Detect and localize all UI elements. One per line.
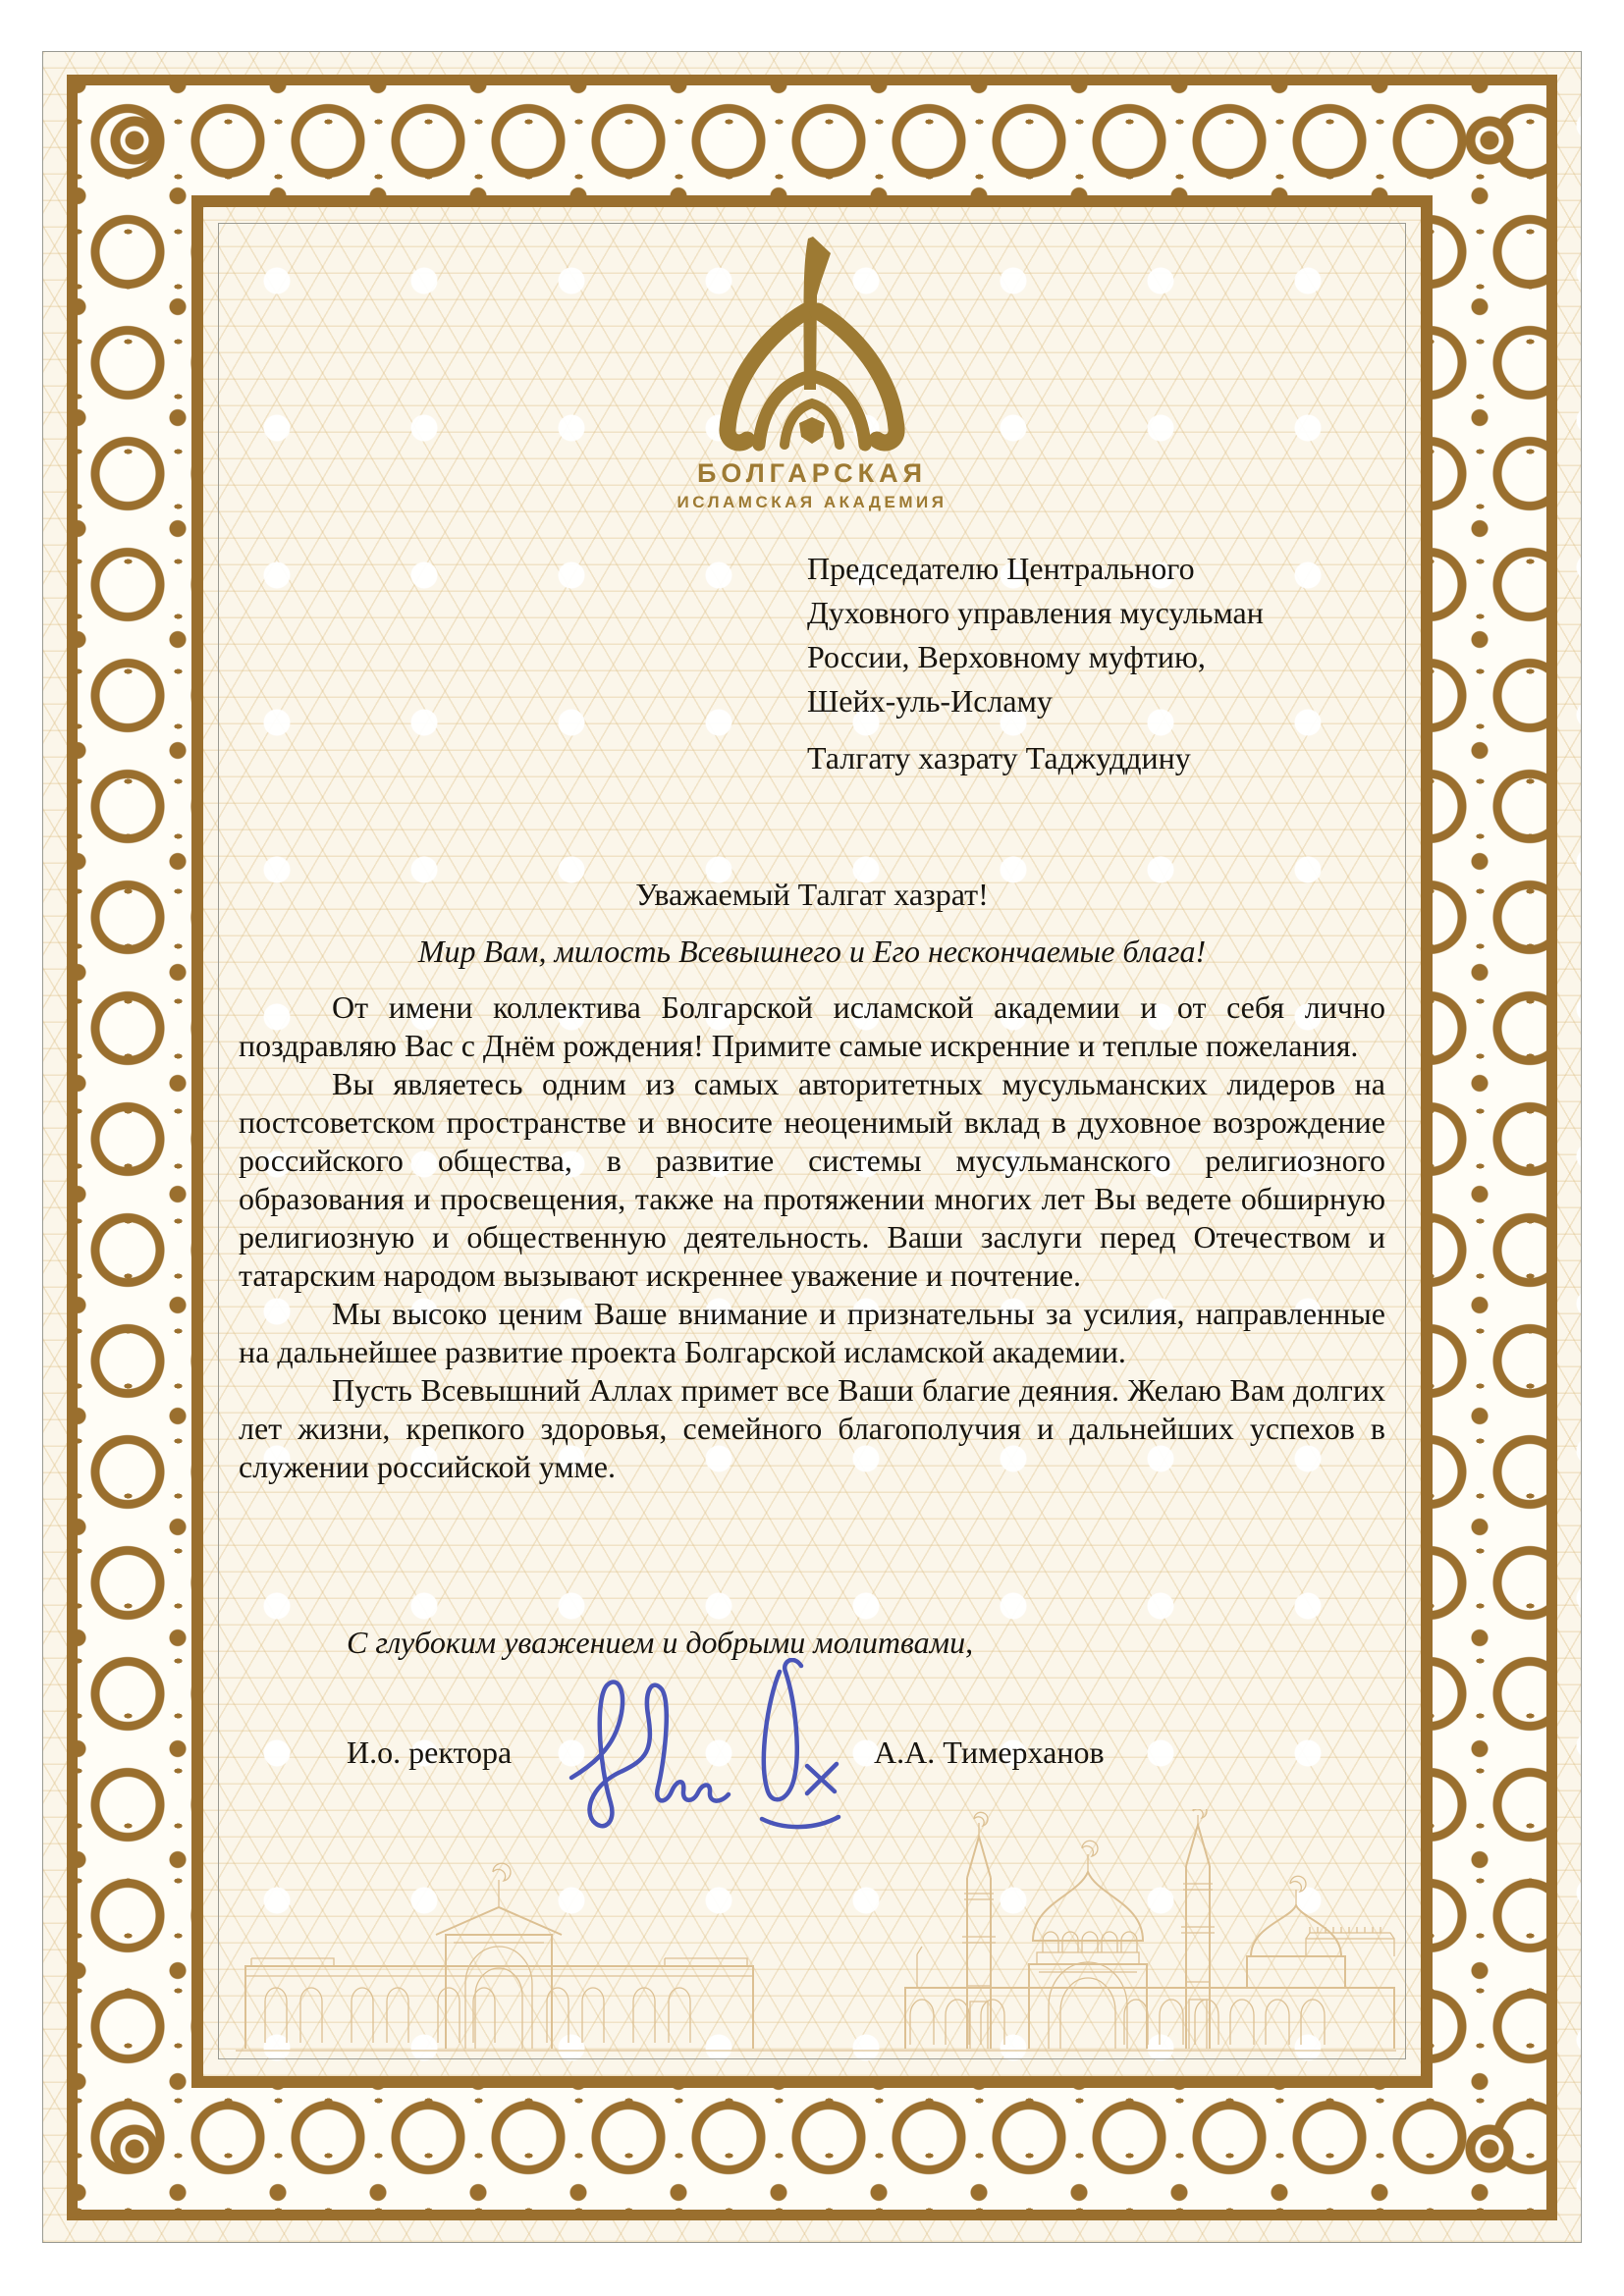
signature-row <box>218 1735 1406 1774</box>
letter-content <box>218 223 1406 2059</box>
org-name-line1: БОЛГАРСКАЯ <box>696 458 927 488</box>
academy-letterhead <box>218 233 1406 512</box>
body-paragraph: Мы высоко ценим Ваше внимание и признательны за усилия, направленные на дальнейшее развитие проекта Болгарской исламской академии. <box>239 1296 1385 1369</box>
org-name-line2: ИСЛАМСКАЯ АКАДЕМИЯ <box>677 493 947 511</box>
corner-rosette-icon <box>108 114 161 167</box>
addressee-line: Председателю Центрального <box>807 551 1195 586</box>
addressee-line: Духовного управления мусульман <box>807 595 1264 630</box>
academy-building-sketch <box>245 1863 753 2049</box>
corner-rosette-icon <box>108 2122 161 2175</box>
body-paragraph: Вы являетесь одним из самых авторитетных мусульманских лидеров на постсоветском пространстве и вносите неоценимый вклад в духовное возрождение российского общества, в развитие системы мусульманского религиозного образования и просвещения, также на протяжении многих лет Вы ведете обширную религиозную и общественную деятельность. Ваши заслуги перед Отечеством и татарским народом вызывают искреннее уважение и почтение. <box>239 1066 1385 1293</box>
signer-title: И.о. ректора <box>347 1735 513 1770</box>
diamond-dot-icon <box>799 417 825 444</box>
blessing-line: Мир Вам, милость Всевышнего и Его нескончаемые блага! <box>417 934 1207 969</box>
letter-body <box>239 988 1385 1486</box>
addressee-block <box>807 547 1264 780</box>
mosque-skyline-illustration <box>218 1809 1406 2056</box>
corner-rosette-icon <box>1463 114 1516 167</box>
academy-logo-icon <box>694 233 930 456</box>
salutation: Уважаемый Талгат хазрат! <box>635 877 989 912</box>
addressee-line: России, Верховному муфтию, <box>807 639 1206 674</box>
valediction: С глубоким уважением и добрыми молитвами, <box>347 1625 974 1660</box>
addressee-line: Шейх-уль-Исламу <box>807 683 1053 719</box>
corner-rosette-icon <box>1463 2122 1516 2175</box>
mosque-complex-sketch <box>905 1809 1394 2049</box>
signer-name: А.А. Тимерханов <box>874 1735 1105 1770</box>
body-paragraph: Пусть Всевышний Аллах примет все Ваши благие деяния. Желаю Вам долгих лет жизни, крепкого здоровья, семейного благополучия и дальнейших успехов в служении российской умме. <box>239 1372 1385 1484</box>
body-paragraph: От имени коллектива Болгарской исламской академии и от себя лично поздравляю Вас с Днём рождения! Примите самые искренние и теплые пожелания. <box>239 989 1385 1063</box>
addressee-name: Талгату хазрату Таджуддину <box>807 740 1191 775</box>
